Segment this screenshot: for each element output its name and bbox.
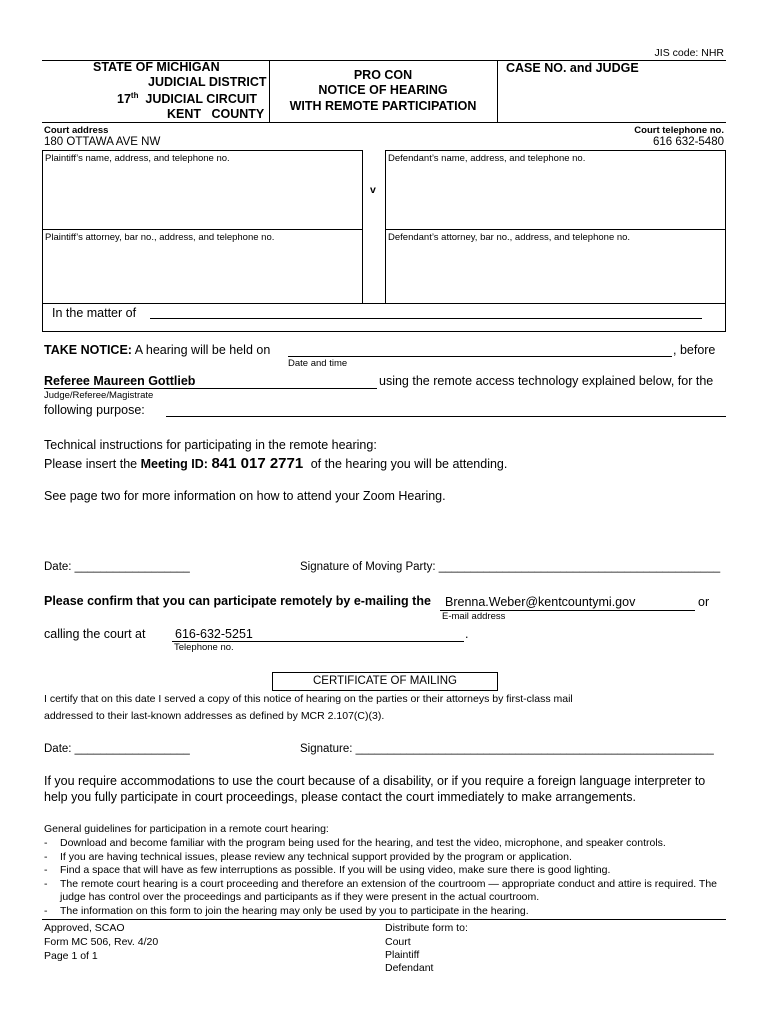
guideline-item: - If you are having technical issues, please review any technical support provided by the program or application.	[44, 851, 728, 865]
purpose-label: following purpose:	[44, 403, 145, 417]
defendant-attorney-box	[385, 229, 726, 304]
guideline-item: - The remote court hearing is a court proceeding and therefore an extension of the courtroom — appropriate conduct and attire is required. The judge has control over the proceedings and participants as if they were present in the actual courtroom.	[44, 878, 728, 905]
certificate-line-2: addressed to their last-known addresses as defined by MCR 2.107(C)(3).	[44, 710, 385, 722]
case-label: CASE NO. and JUDGE	[506, 61, 639, 75]
matter-field[interactable]	[150, 304, 702, 319]
phone-period: .	[465, 627, 469, 641]
see-page-two: See page two for more information on how to attend your Zoom Hearing.	[44, 489, 446, 503]
email-field-line	[440, 594, 695, 611]
defendant-box	[385, 150, 726, 230]
certificate-title: CERTIFICATE OF MAILING	[313, 675, 457, 687]
confirm-email[interactable]: Brenna.Weber@kentcountymi.gov	[445, 595, 636, 609]
purpose-field[interactable]	[166, 402, 726, 417]
versus-label: v	[370, 184, 376, 196]
distribute-item: Defendant	[385, 962, 434, 974]
matter-label: In the matter of	[52, 306, 137, 320]
or-text: or	[698, 595, 710, 609]
meeting-id: 841 017 2771	[211, 455, 304, 472]
confirm-phone[interactable]: 616-632-5251	[175, 627, 253, 641]
email-label: E-mail address	[442, 611, 506, 622]
distribute-item: Court	[385, 936, 411, 948]
court-address: 180 OTTAWA AVE NW	[44, 136, 161, 148]
guidelines-list	[44, 837, 728, 918]
distribute-label: Distribute form to:	[385, 922, 468, 934]
date-moving-party[interactable]: Date: __________________	[44, 561, 190, 573]
remote-text: using the remote access technology explained below, for the	[379, 374, 714, 388]
guideline-item: - Find a space that will have as few interruptions as possible. If you will be using video, make sure there is good lighting.	[44, 864, 728, 878]
take-notice-line: TAKE NOTICE: A hearing will be held on	[44, 343, 271, 357]
header-bottom-rule	[42, 122, 726, 123]
technical-heading: Technical instructions for participating in the remote hearing:	[44, 438, 377, 452]
footer-form-number: Form MC 506, Rev. 4/20	[44, 936, 159, 948]
guideline-item: - The information on this form to join the hearing may only be used by you to participate in the hearing.	[44, 905, 728, 919]
signature-moving-party[interactable]: Signature of Moving Party: ____________________________________________	[300, 561, 721, 573]
certificate-date[interactable]: Date: __________________	[44, 743, 190, 755]
before-text: , before	[673, 343, 716, 357]
calling-text: calling the court at	[44, 627, 146, 641]
date-time-field[interactable]	[288, 342, 672, 357]
footer-page: Page 1 of 1	[44, 950, 98, 962]
judge-field[interactable]	[44, 373, 377, 389]
header-divider-right	[497, 60, 498, 122]
plaintiff-label: Plaintiff’s name, address, and telephone no.	[45, 153, 230, 164]
form-title-3: WITH REMOTE PARTICIPATION	[289, 99, 477, 113]
date-time-label: Date and time	[288, 358, 348, 369]
jis-code: JIS code: NHR	[654, 47, 724, 59]
county-label: KENT COUNTY	[167, 107, 265, 121]
plaintiff-attorney-label: Plaintiff’s attorney, bar no., address, and telephone no.	[45, 232, 275, 243]
distribute-item: Plaintiff	[385, 949, 420, 961]
plaintiff-attorney-box	[42, 229, 363, 304]
court-address-label: Court address	[44, 125, 109, 136]
footer-approved: Approved, SCAO	[44, 922, 125, 934]
certificate-line-1: I certify that on this date I served a copy of this notice of hearing on the parties or their attorneys by first-class mail	[44, 693, 573, 705]
phone-label: Telephone no.	[174, 642, 234, 653]
guidelines-heading: General guidelines for participation in a remote court hearing:	[44, 823, 329, 835]
district-label: JUDICIAL DISTRICT	[148, 75, 267, 89]
court-phone-label: Court telephone no.	[634, 125, 724, 136]
form-title-1: PRO CON	[353, 68, 413, 82]
phone-field-line	[172, 626, 464, 642]
meeting-id-line: Please insert the Meeting ID: 841 017 2771 of the hearing you will be attending.	[44, 455, 508, 472]
defendant-label: Defendant’s name, address, and telephone no.	[388, 153, 586, 164]
court-phone: 616 632-5480	[653, 136, 724, 148]
guideline-item: - Download and become familiar with the program being used for the hearing, and test the video, microphone, and speaker controls.	[44, 837, 728, 851]
judge-value: Referee Maureen Gottlieb	[44, 374, 196, 388]
certificate-box	[272, 672, 498, 691]
accommodation-line-1: If you require accommodations to use the court because of a disability, or if you require a foreign language interpreter to	[44, 774, 706, 788]
confirm-text: Please confirm that you can participate remotely by e-mailing the	[44, 594, 431, 608]
certificate-signature[interactable]: Signature: ________________________________________________________	[300, 743, 714, 755]
form-title-2: NOTICE OF HEARING	[318, 83, 448, 97]
defendant-attorney-label: Defendant’s attorney, bar no., address, and telephone no.	[388, 232, 631, 243]
state-label: STATE OF MICHIGAN	[93, 60, 220, 74]
footer-rule	[42, 919, 726, 920]
circuit-label: 17th JUDICIAL CIRCUIT	[117, 91, 258, 107]
judge-label: Judge/Referee/Magistrate	[44, 390, 154, 401]
accommodation-line-2: help you fully participate in court proceedings, please contact the court immediately to make arrangements.	[44, 790, 636, 804]
plaintiff-box	[42, 150, 363, 230]
